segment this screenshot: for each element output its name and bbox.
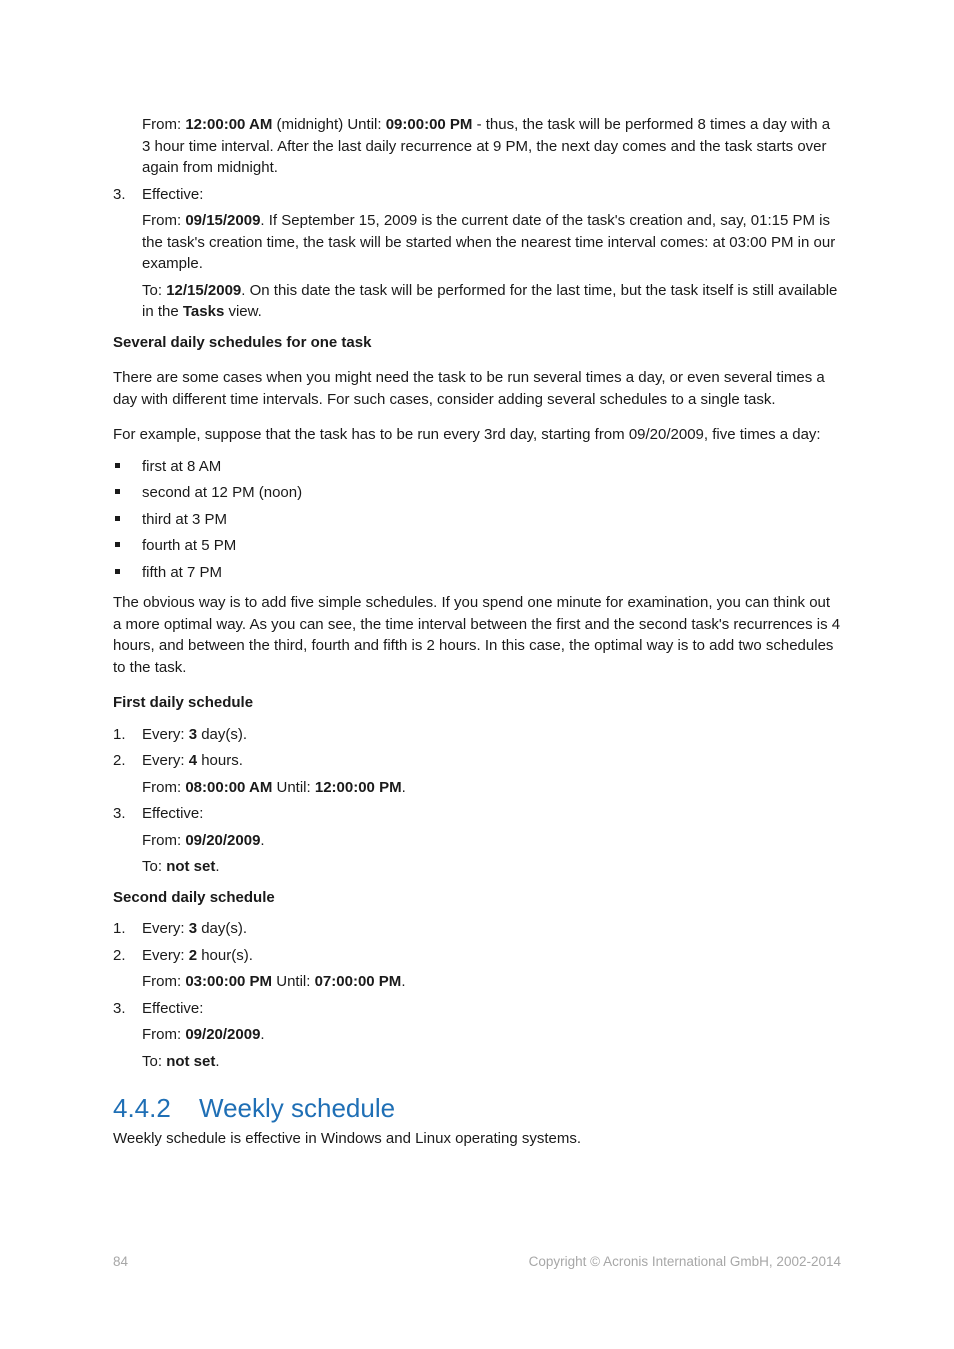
several-paragraph-1: There are some cases when you might need the task to be run several times a day, or even several times a day with different time intervals. For such cases, consider adding several schedules to a single task.: [113, 369, 825, 408]
list-item-text: second at 12 PM (noon): [142, 484, 303, 501]
every-unit: day(s).: [201, 725, 248, 743]
from-date: 09/20/2009: [185, 831, 261, 849]
to-text-end: view.: [228, 303, 262, 320]
from-time: 12:00:00 AM: [185, 116, 273, 133]
first-schedule-heading: First daily schedule: [113, 694, 254, 711]
period: .: [215, 1052, 220, 1070]
until-time: 07:00:00 PM: [314, 973, 402, 990]
list-item-text: third at 3 PM: [142, 510, 228, 528]
list-item: [113, 509, 841, 531]
list-item-text: fifth at 7 PM: [142, 563, 223, 581]
bullet-icon: [115, 463, 120, 468]
every-value: 2: [188, 946, 198, 964]
from-label: From:: [142, 778, 182, 796]
step-label: Effective:: [142, 185, 204, 203]
first-item-2: [113, 750, 841, 772]
second-item-3: [113, 998, 841, 1020]
from-label: From:: [142, 116, 182, 133]
copyright: Copyright © Acronis International GmbH, 2002-2014: [528, 1254, 841, 1269]
list-item: [113, 562, 841, 584]
to-date: 12/15/2009: [166, 281, 242, 299]
second-schedule-heading: Second daily schedule: [113, 888, 275, 906]
second-effective-from: [113, 1024, 841, 1046]
item-number: 2.: [113, 752, 126, 769]
to-value: not set: [166, 1052, 216, 1070]
bullet-icon: [115, 516, 120, 521]
to-label: To:: [142, 281, 163, 299]
until-time: 09:00:00 PM: [385, 116, 473, 133]
period: .: [401, 778, 406, 796]
second-item-2: [113, 945, 841, 967]
item-number: 2.: [113, 946, 126, 964]
step-number: 3.: [113, 185, 126, 203]
until-time: 12:00:00 PM: [314, 778, 402, 796]
effective-label: Effective:: [142, 999, 204, 1017]
page-content: [113, 113, 841, 1150]
to-label: To:: [142, 1052, 163, 1070]
list-item-text: first at 8 AM: [142, 457, 222, 475]
second-effective-to: [113, 1051, 841, 1073]
every-value: 3: [188, 920, 198, 937]
every-value: 3: [188, 725, 198, 743]
every-label: Every:: [142, 920, 185, 937]
every-label: Every:: [142, 725, 185, 743]
bullet-icon: [115, 542, 120, 547]
several-paragraph-3: The obvious way is to add five simple schedules. If you spend one minute for examination, you can think out a more optimal way. As you can see, the time interval between the first and the second task's recurrences is 4 hours, and between the third, fourth and fifth is 2 hours. In this case, the optimal way is to add two schedules to the task.: [113, 594, 841, 676]
to-value: not set: [166, 858, 216, 875]
until-label: Until:: [276, 973, 311, 990]
every-unit: hours.: [201, 752, 243, 769]
from-text: . If September 15, 2009 is the current date of the task's creation and, say, 01:15 PM is the task's creation time, the task will be started when the nearest time interval comes: at 03:00 PM in our example.: [142, 212, 836, 272]
effective-label: Effective:: [142, 805, 204, 822]
from-time: 03:00:00 PM: [185, 973, 273, 990]
period: .: [401, 973, 406, 990]
from-time: 08:00:00 AM: [185, 778, 273, 796]
first-from-until: [113, 777, 841, 799]
period: .: [215, 858, 220, 875]
every-label: Every:: [142, 946, 185, 964]
intro-text: - thus, the task will be performed 8 times a day with a 3 hour time interval. After the last daily recurrence at 9 PM, the next day comes and the task starts over again from midnight.: [142, 116, 831, 176]
until-label: Until:: [276, 778, 311, 796]
first-effective-to: [113, 856, 841, 878]
effective-from-paragraph: [113, 210, 841, 275]
list-item: [113, 535, 841, 557]
page-number: 84: [113, 1254, 129, 1269]
first-item-3: [113, 803, 841, 825]
second-from-until: [113, 971, 841, 993]
times-list: [113, 456, 841, 584]
tasks-view-name: Tasks: [182, 303, 225, 320]
every-unit: hour(s).: [201, 946, 253, 964]
list-item-text: fourth at 5 PM: [142, 537, 237, 554]
item-number: 1.: [113, 920, 126, 937]
second-item-1: [113, 918, 841, 940]
effective-to-paragraph: [113, 280, 841, 323]
from-label: From:: [142, 212, 182, 229]
item-number: 1.: [113, 725, 126, 743]
weekly-paragraph: Weekly schedule is effective in Windows and Linux operating systems.: [113, 1130, 582, 1147]
to-text: . On this date the task will be performed for the last time, but the task itself is still available in the: [142, 281, 838, 320]
midnight-until: (midnight) Until:: [276, 116, 382, 133]
from-label: From:: [142, 831, 182, 849]
step-3: [113, 184, 841, 206]
bullet-icon: [115, 569, 120, 574]
to-label: To:: [142, 858, 163, 875]
list-item: [113, 482, 841, 504]
first-item-1: [113, 724, 841, 746]
from-date: 09/15/2009: [185, 212, 261, 229]
list-item: [113, 456, 841, 478]
section-title: Weekly schedule: [199, 1093, 396, 1123]
from-date: 09/20/2009: [185, 1026, 261, 1043]
item-number: 3.: [113, 999, 126, 1017]
every-unit: day(s).: [201, 920, 248, 937]
section-heading: [113, 1093, 841, 1123]
intro-paragraph: [113, 114, 841, 179]
from-label: From:: [142, 1026, 182, 1043]
period: .: [260, 831, 265, 849]
several-schedules-heading: Several daily schedules for one task: [113, 333, 372, 351]
every-value: 4: [188, 752, 198, 769]
item-number: 3.: [113, 805, 126, 822]
period: .: [260, 1026, 265, 1043]
section-number: 4.4.2: [113, 1093, 171, 1123]
from-label: From:: [142, 973, 182, 990]
every-label: Every:: [142, 752, 185, 769]
first-effective-from: [113, 830, 841, 852]
bullet-icon: [115, 489, 120, 494]
several-paragraph-2: For example, suppose that the task has to be run every 3rd day, starting from 09/20/2009, five times a day:: [113, 426, 821, 443]
